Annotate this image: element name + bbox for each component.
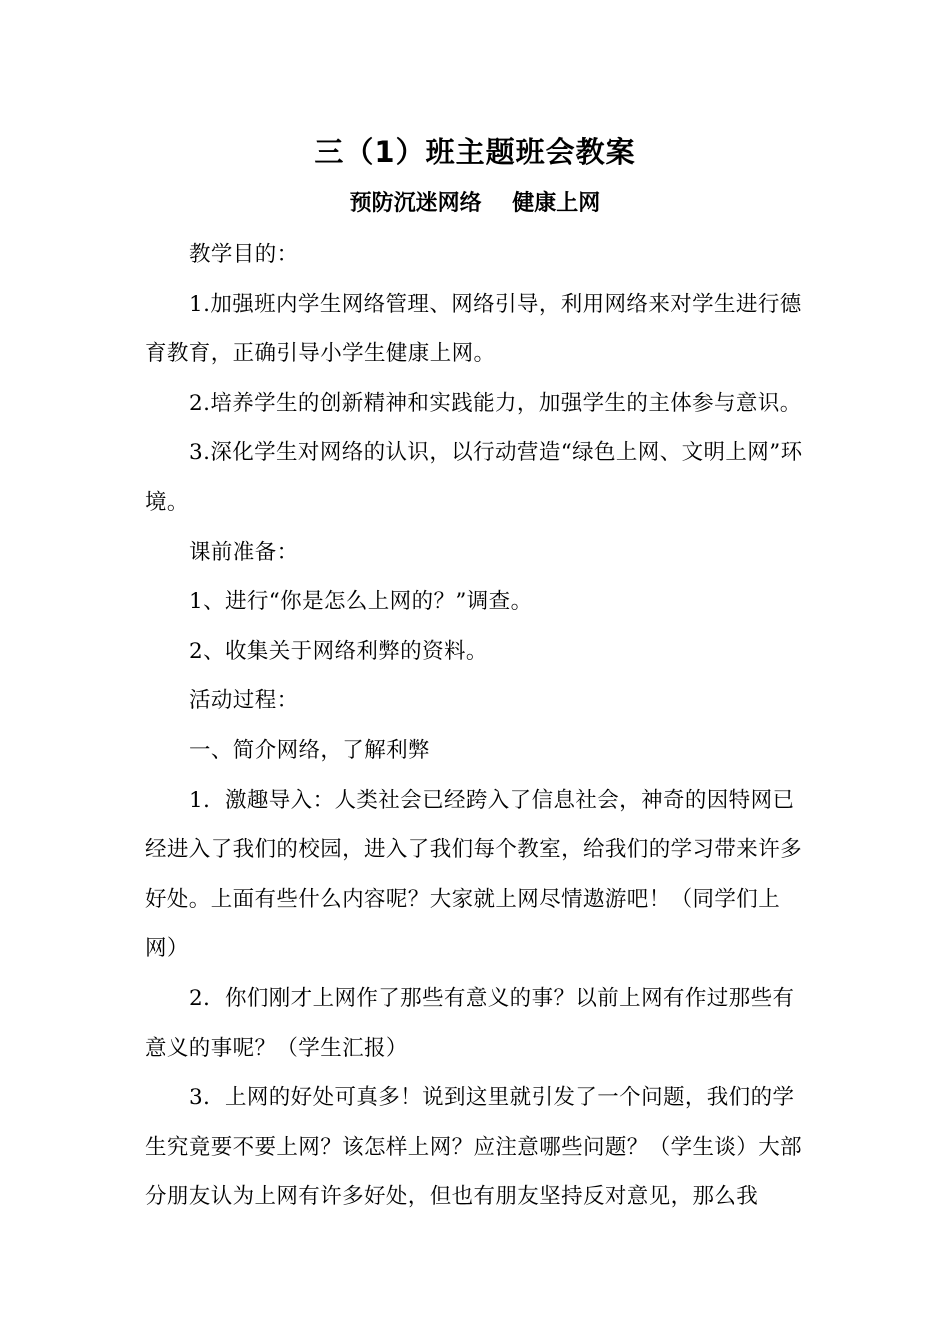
paragraph-preparation-2: 2、收集关于网络利弊的资料。 <box>189 638 488 664</box>
paragraph-goal-3: 3.深化学生对网络的认识，以行动营造“绿色上网、文明上网”环境。 <box>145 440 803 515</box>
paragraph-step-3: 3．上网的好处可真多！说到这里就引发了一个问题，我们的学生究竟要不要上网？该怎样上网？应注意哪些问题？（学生谈）大部分朋友认为上网有许多好处，但也有朋友坚持反对意见，那么我 <box>145 1085 803 1210</box>
document-subtitle: 预防沉迷网络 健康上网 <box>349 191 601 216</box>
paragraph-goal-1: 1.加强班内学生网络管理、网络引导，利用网络来对学生进行德育教育，正确引导小学生健康上网。 <box>145 291 802 367</box>
paragraph-teaching-goals-heading: 教学目的： <box>189 242 299 267</box>
paragraph-step-2: 2．你们刚才上网作了那些有意义的事？以前上网有作过那些有意义的事呢？（学生汇报） <box>145 985 795 1061</box>
paragraph-preparation-heading: 课前准备： <box>189 539 299 565</box>
paragraph-goal-2: 2.培养学生的创新精神和实践能力，加强学生的主体参与意识。 <box>189 390 802 416</box>
paragraph-preparation-1: 1、进行“你是怎么上网的？”调查。 <box>189 589 533 615</box>
paragraph-process-heading: 活动过程： <box>189 688 299 714</box>
paragraph-section-1-heading: 一、简介网络，了解利弊 <box>189 737 430 763</box>
document-body <box>145 230 805 1222</box>
paragraph-step-1: 1．激趣导入：人类社会已经跨入了信息社会，神奇的因特网已经进入了我们的校园，进入了我们每个教室，给我们的学习带来许多好处。上面有些什么内容呢？大家就上网尽情遨游吧！（同学们上网） <box>145 787 803 962</box>
document-title: 三（1）班主题班会教案 <box>314 135 636 169</box>
